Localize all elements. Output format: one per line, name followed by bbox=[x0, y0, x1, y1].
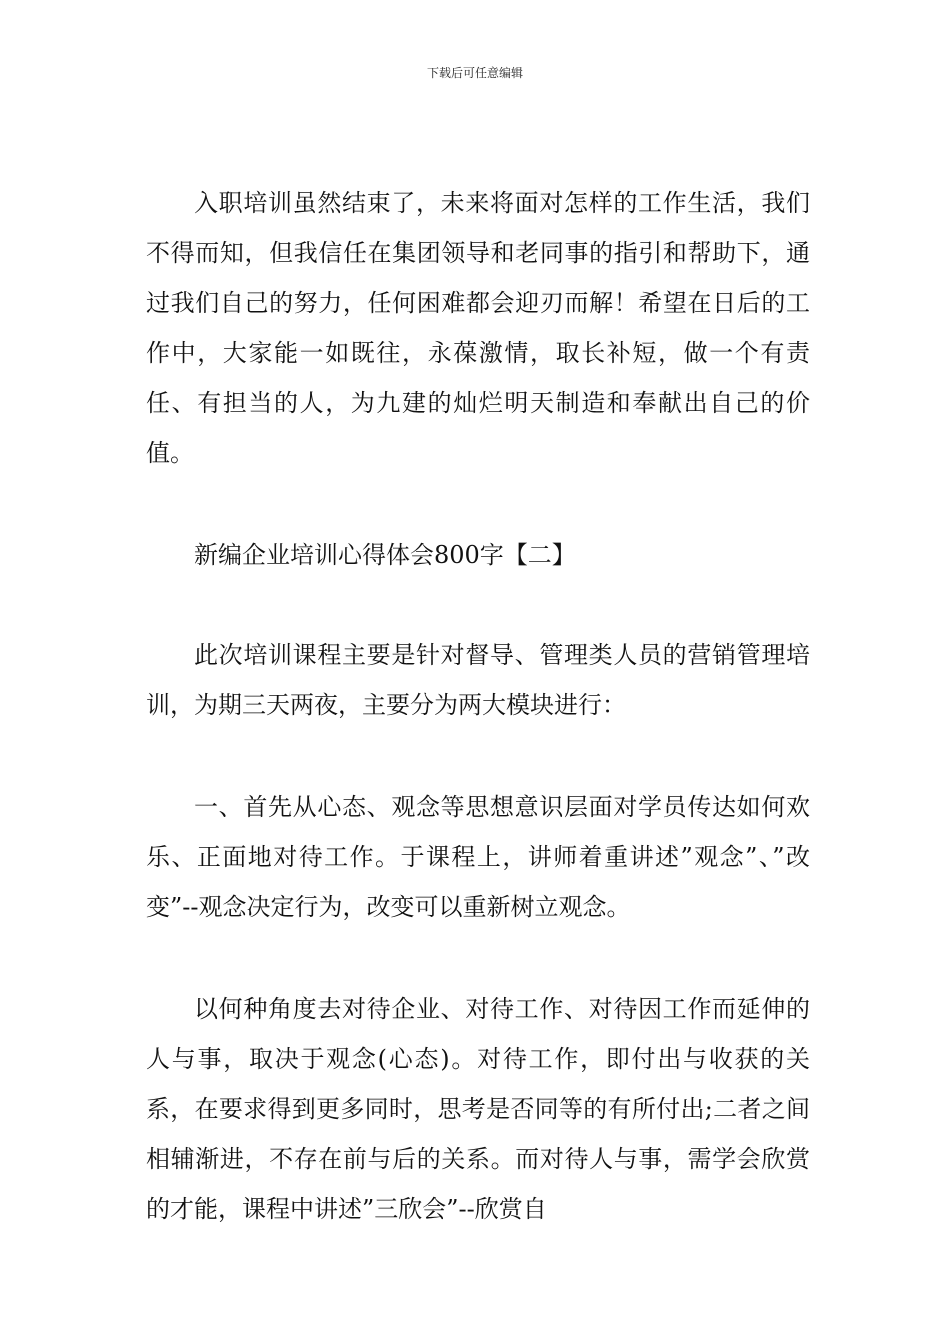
paragraph-module-one: 一、首先从心态、观念等思想意识层面对学员传达如何欢乐、正面地对待工作。于课程上，讲师着重讲述”观念”、”改变”--观念决定行为，改变可以重新树立观念。 bbox=[146, 793, 810, 921]
document-body bbox=[146, 178, 810, 1234]
section-heading: 新编企业培训心得体会800字【二】 bbox=[194, 541, 576, 569]
paragraph-conclusion: 入职培训虽然结束了，未来将面对怎样的工作生活，我们不得而知，但我信任在集团领导和老同事的指引和帮助下，通过我们自己的努力，任何困难都会迎刃而解！希望在日后的工作中，大家能一如既往，永葆激情，取长补短，做一个有责任、有担当的人，为九建的灿烂明天制造和奉献出自己的价值。 bbox=[146, 189, 810, 467]
page-header: 下载后可任意编辑 bbox=[426, 66, 523, 80]
paragraph-attitude: 以何种角度去对待企业、对待工作、对待因工作而延伸的人与事，取决于观念(心态)。对待工作，即付出与收获的关系，在要求得到更多同时，思考是否同等的有所付出;二者之间相辅渐进，不存在前与后的关系。而对待人与事，需学会欣赏的才能，课程中讲述”三欣会”--欣赏自 bbox=[146, 995, 810, 1223]
paragraph-course-intro: 此次培训课程主要是针对督导、管理类人员的营销管理培训，为期三天两夜，主要分为两大模块进行： bbox=[146, 641, 810, 719]
